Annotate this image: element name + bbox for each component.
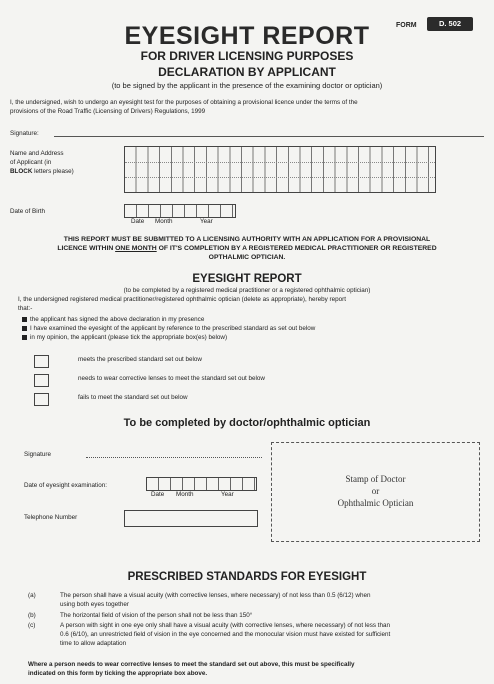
option-fails-standard: fails to meet the standard set out below (78, 394, 188, 401)
doctor-signature-line[interactable] (86, 457, 262, 458)
notice-line-2-a: LICENCE WITHIN (57, 245, 116, 252)
declaration-line-2: provisions of the Road Traffic (Licensing of Drivers) Regulations, 1999 (10, 108, 206, 115)
form-label: FORM (396, 22, 417, 29)
standards-footer-2: indicated on this form by ticking the appropriate box above. (28, 670, 208, 677)
form-title: EYESIGHT REPORT (124, 22, 370, 50)
standard-a-line-1: The person shall have a visual acuity (with corrective lenses, where necessary) of not less than 0.5 (6/12) when (60, 592, 371, 599)
name-address-label-1: Name and Address (10, 150, 64, 157)
exam-date-month-label: Month (176, 491, 194, 498)
standards-footer-1: Where a person needs to wear corrective lenses to meet the standard set out above, this must be specifically (28, 661, 355, 668)
declaration-line-1: I, the undersigned, wish to undergo an eyesight test for the purposes of obtaining a provisional licence under the terms of the (10, 99, 358, 106)
bullet-square-icon (22, 335, 27, 340)
applicant-signature-line[interactable] (54, 136, 484, 137)
name-address-label-2: of Applicant (in (10, 159, 52, 166)
checkbox-fails-standard[interactable] (34, 393, 49, 406)
dob-day-label: Date (131, 218, 145, 225)
report-bullet-3-text: in my opinion, the applicant (please tick the appropriate box(es) below) (30, 334, 228, 341)
subtitle-instructions: (to be signed by the applicant in the presence of the examining doctor or optician) (111, 81, 383, 90)
standard-b-line-1: The horizontal field of vision of the person shall not be less than 150° (60, 612, 253, 619)
report-bullet-1-text: the applicant has signed the above declaration in my presence (30, 316, 205, 323)
stamp-line-2: or (371, 486, 380, 496)
stamp-area (271, 442, 480, 542)
standard-b-label: (b) (28, 612, 36, 619)
standard-a-label: (a) (28, 592, 36, 599)
stamp-line-3: Ophthalmic Optician (337, 498, 414, 508)
name-address-grid[interactable] (124, 146, 436, 193)
standard-c-label: (c) (28, 622, 36, 629)
exam-date-label: Date of eyesight examination: (24, 482, 107, 489)
subtitle-purpose: FOR DRIVER LICENSING PURPOSES (140, 49, 354, 63)
dob-input-boxes[interactable] (124, 204, 236, 218)
report-bullet-1 (22, 316, 204, 324)
checkbox-meets-standard[interactable] (34, 355, 49, 368)
phone-label: Telephone Number (24, 514, 78, 521)
form-code-badge: D. 502 (427, 17, 473, 31)
notice-line-1: THIS REPORT MUST BE SUBMITTED TO A LICENSING AUTHORITY WITH AN APPLICATION FOR A PROVISIONAL (63, 236, 431, 243)
standard-c-line-3: time to allow adaptation (60, 640, 127, 647)
bullet-square-icon (22, 317, 27, 322)
doctor-section-title: To be completed by doctor/ophthalmic optician (123, 417, 371, 429)
standards-title: PRESCRIBED STANDARDS FOR EYESIGHT (127, 571, 367, 583)
letters-please-text: letters please) (32, 168, 74, 175)
standard-c-line-1: A person with sight in one eye only shall have a visual acuity (with corrective lenses, where necessary) of not less than (60, 622, 391, 629)
notice-line-2-b: OF IT'S COMPLETION BY A REGISTERED MEDICAL PRACTITIONER OR REGISTERED (156, 245, 437, 252)
report-subtitle: (to be completed by a registered medical practitioner or a registered ophthalmic optician) (123, 287, 371, 294)
notice-line-3: OPTHALMIC OPTICIAN. (208, 254, 286, 261)
subtitle-declaration: DECLARATION BY APPLICANT (158, 65, 336, 79)
dob-year-label: Year (200, 218, 213, 225)
exam-date-input-boxes[interactable] (146, 477, 257, 491)
standard-a-line-2: using both eyes together (60, 601, 129, 608)
dob-month-label: Month (155, 218, 173, 225)
name-address-label-3 (10, 168, 74, 176)
option-meets-standard: meets the prescribed standard set out below (78, 356, 202, 363)
report-bullet-2-text: I have examined the eyesight of the applicant by reference to the prescribed standard as set out below (30, 325, 316, 332)
checkbox-needs-lenses[interactable] (34, 374, 49, 387)
block-word: BLOCK (10, 168, 33, 175)
report-bullet-2 (22, 325, 315, 333)
phone-input[interactable] (124, 510, 258, 527)
report-title: EYESIGHT REPORT (192, 273, 302, 285)
report-intro-2: that:- (18, 305, 33, 312)
stamp-line-1: Stamp of Doctor (345, 474, 406, 484)
doctor-signature-label: Signature (24, 451, 51, 458)
report-bullet-3 (22, 334, 227, 342)
applicant-signature-label: Signature: (10, 130, 39, 137)
notice-one-month: ONE MONTH (115, 245, 157, 252)
bullet-square-icon (22, 326, 27, 331)
notice-line-2 (0, 245, 494, 253)
exam-date-day-label: Date (151, 491, 165, 498)
dob-label: Date of Birth (10, 208, 45, 215)
report-intro-1: I, the undersigned registered medical practitioner/registered ophthalmic optician (delete as appropriate), hereby report (18, 296, 346, 303)
exam-date-year-label: Year (221, 491, 234, 498)
option-needs-lenses: needs to wear corrective lenses to meet the standard set out below (78, 375, 265, 382)
standard-c-line-2: 0.6 (6/10), an unrestricted field of vision in the eye concerned and the monocular vision must have existed for sufficient (60, 631, 391, 638)
